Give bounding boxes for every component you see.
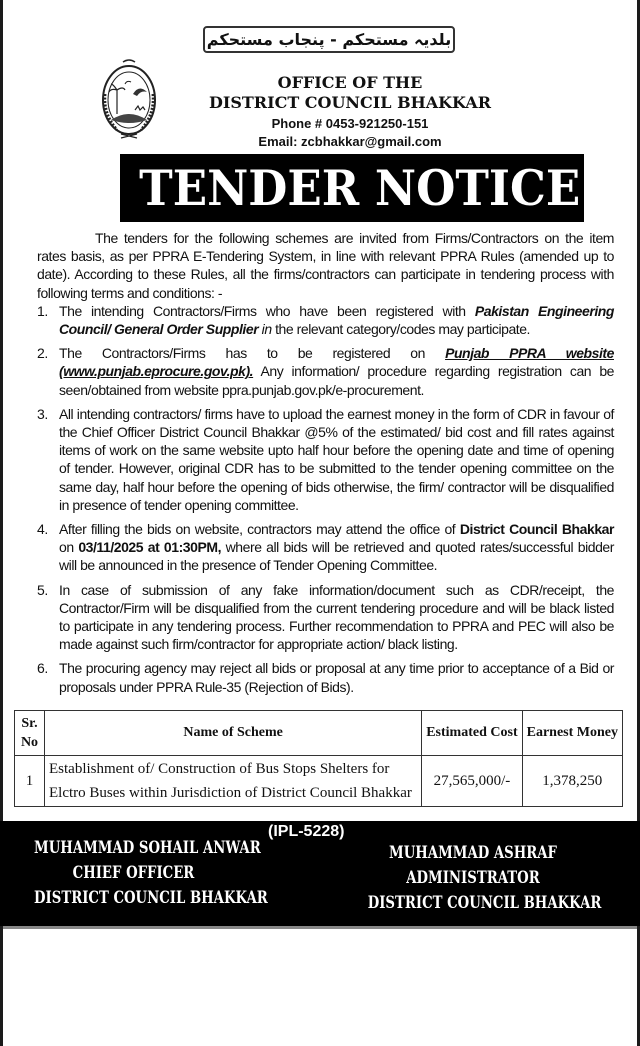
term-text: In case of submission of any fake information/document such as CDR/receipt, the Contractor/Firm will be disqualified from the current tendering procedure and will be black listed to participate in any tendering process. Further recommendation to PPRA and PEC will also be made against such firm/contractor for appropriate action/ black listing. [59, 581, 614, 653]
term-text: the relevant category/codes may participate. [271, 321, 530, 338]
office-title-line1: OFFICE OF THE [277, 73, 423, 92]
signatory-name: MUHAMMAD ASHRAF [389, 842, 557, 863]
intro-paragraph: The tenders for the following schemes are invited from Firms/Contractors on the item rates basis, as per PPRA E-Tendering System, in line with relevant PPRA Rules (amended up to date). According to these Rules, all the firms/contractors can participate in tendering process with following terms and conditions: - [37, 230, 614, 301]
bottom-border [0, 926, 640, 929]
term-text: The intending Contractors/Firms who have been registered with [59, 302, 475, 319]
term-item-2 [37, 344, 614, 399]
term-text: on [59, 539, 79, 556]
signatory-designation: CHIEF OFFICER [72, 862, 195, 883]
term-text: After filling the bids on website, contractors may attend the office of [59, 521, 460, 538]
office-title-line2: DISTRICT COUNCIL BHAKKAR [208, 93, 492, 112]
terms-list [37, 302, 614, 696]
table-header-row [15, 710, 623, 755]
office-location: District Council Bhakkar [459, 521, 614, 538]
opening-date-time: 03/11/2025 at 01:30PM, [78, 539, 222, 556]
signatory-designation: ADMINISTRATOR [406, 867, 540, 888]
pec-gos-emphasis: Pakistan Engineering Council/ General Order Supplier [59, 302, 614, 338]
email-address: Email: zcbhakkar@gmail.com [258, 134, 442, 149]
tender-notice-title: TENDER NOTICE [139, 159, 581, 217]
schemes-table [14, 710, 623, 807]
signature-footer [0, 821, 640, 926]
term-text: The Contractors/Firms has to be registered on [59, 345, 446, 362]
term-text: Any information/ procedure regarding registration can be seen/obtained from website ppra.punjab.gov.pk/e-procurement. [59, 363, 614, 398]
term-item-4 [37, 520, 614, 575]
term-item-6 [37, 659, 614, 695]
signatory-name: MUHAMMAD SOHAIL ANWAR [34, 837, 261, 858]
signatory-chief-officer [6, 836, 268, 911]
term-number: 2. [37, 345, 48, 362]
cell-sr-no: 1 [15, 755, 45, 806]
term-number: 1. [37, 302, 48, 319]
signatory-office: DISTRICT COUNCIL BHAKKAR [34, 887, 268, 908]
term-number: 4. [37, 521, 48, 538]
term-number: 3. [37, 405, 48, 422]
term-item-3 [37, 405, 614, 514]
cell-estimated-cost: 27,565,000/- [422, 755, 522, 806]
header-estimated-cost: Estimated Cost [422, 710, 522, 755]
phone-number: Phone # 0453-921250-151 [271, 116, 429, 131]
urdu-slogan: بلدیہ مستحکم - پنجاب مستحکم [203, 26, 455, 53]
header-sr-no: Sr. No [15, 710, 45, 755]
signatory-administrator [338, 841, 608, 916]
term-item-1 [37, 302, 614, 338]
term-text: where all bids will be retrieved and quoted rates/successful bidder will be announced in the presence of Tender Opening Committee. [59, 539, 614, 574]
term-text: All intending contractors/ firms have to upload the earnest money in the form of CDR in favour of the Chief Officer District Council Bhakkar @5% of the estimated/ bid cost and fill rates against items of work on the same website upto half hour before the opening date and time of opening of tender. However, original CDR has to be submitted to the tender opening committee on the same day, half hour before the opening of bids otherwise, the firm/ contractor will be disqualified in presence of tender opening committee. [59, 405, 614, 513]
term-text-italic: in [258, 321, 272, 338]
term-number: 5. [37, 581, 48, 598]
header-scheme-name: Name of Scheme [45, 710, 422, 755]
cell-earnest-money: 1,378,250 [522, 755, 622, 806]
signatory-office: DISTRICT COUNCIL BHAKKAR [367, 892, 602, 913]
header-earnest-money: Earnest Money [522, 710, 622, 755]
term-text: The procuring agency may reject all bids or proposal at any time prior to acceptance of a Bid or proposals under PPRA Rule-35 (Rejection of Bids). [59, 660, 614, 695]
cell-scheme-name: Establishment of/ Construction of Bus Stops Shelters for Elctro Buses within Jurisdiction of District Council Bhakkar [45, 755, 422, 806]
punjab-ppra-website-link[interactable]: Punjab PPRA website (www.punjab.eprocure.gov.pk). [59, 345, 614, 380]
ipl-number: (IPL-5228) [268, 822, 345, 840]
schemes-table-wrapper [14, 710, 623, 807]
term-number: 6. [37, 660, 48, 677]
table-row [15, 755, 623, 806]
term-item-5 [37, 581, 614, 654]
